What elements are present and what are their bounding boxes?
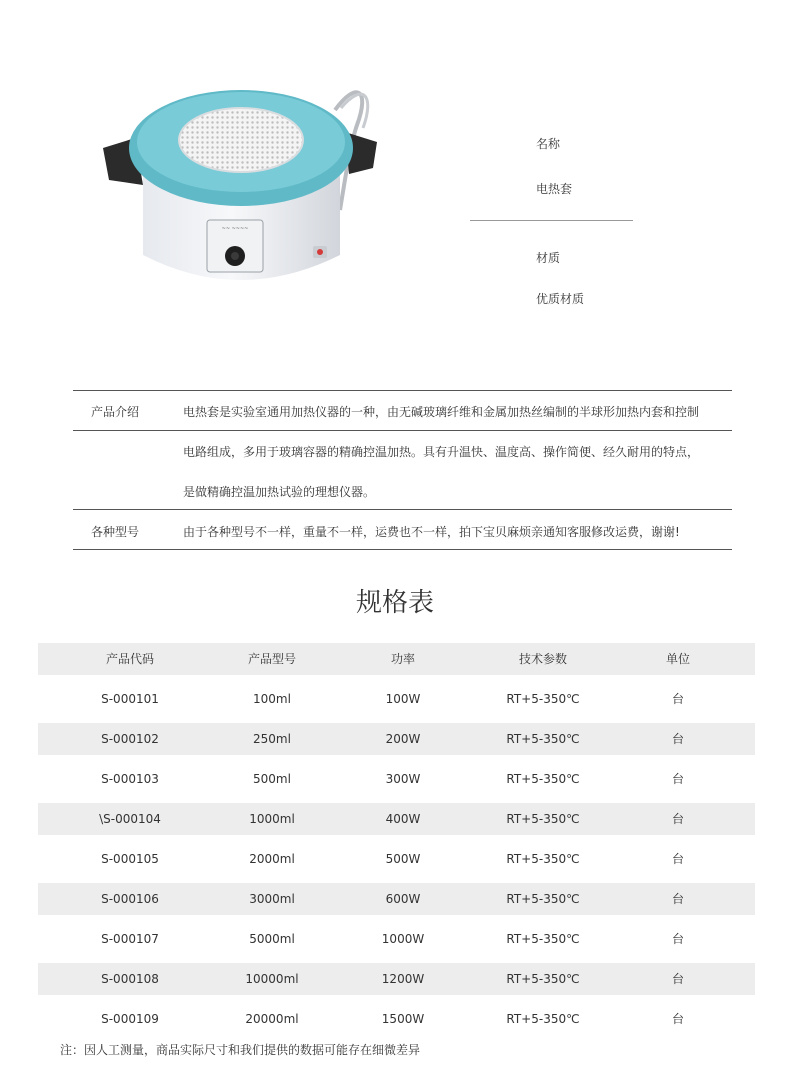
header-code: 产品代码 xyxy=(105,652,154,666)
table-row xyxy=(38,923,755,955)
cell-code: S-000109 xyxy=(101,1012,159,1026)
divider xyxy=(73,549,732,550)
cell-unit: 台 xyxy=(671,932,684,946)
cell-unit: 台 xyxy=(671,892,684,906)
cell-unit: 台 xyxy=(671,972,684,986)
header-unit: 单位 xyxy=(665,652,690,666)
cell-power: 200W xyxy=(385,732,421,746)
cell-params: RT+5-350℃ xyxy=(506,1012,580,1026)
table-row xyxy=(38,963,755,995)
cell-params: RT+5-350℃ xyxy=(506,732,580,746)
cell-unit: 台 xyxy=(671,852,684,866)
cell-unit: 台 xyxy=(671,732,684,746)
cell-params: RT+5-350℃ xyxy=(506,932,580,946)
table-row xyxy=(38,1003,755,1035)
divider xyxy=(73,509,732,510)
cell-model: 10000ml xyxy=(245,972,299,986)
cell-model: 1000ml xyxy=(249,812,295,826)
cell-model: 20000ml xyxy=(245,1012,299,1026)
divider xyxy=(73,390,732,391)
header-power: 功率 xyxy=(390,652,415,666)
cell-code: S-000103 xyxy=(101,772,159,786)
cell-power: 1500W xyxy=(381,1012,425,1026)
spec-title: 规格表 xyxy=(355,588,434,618)
spec-table xyxy=(38,643,755,1043)
cell-params: RT+5-350℃ xyxy=(506,852,580,866)
intro-line-2: 电路组成，多用于玻璃容器的精确控温加热。具有升温快、温度高、操作简便、经久耐用的特点， xyxy=(183,445,700,459)
attr-material-value: 优质材质 xyxy=(536,292,585,306)
cell-unit: 台 xyxy=(671,812,684,826)
table-row xyxy=(38,883,755,915)
cell-params: RT+5-350℃ xyxy=(506,692,580,706)
cell-code: S-000102 xyxy=(101,732,159,746)
cell-code: S-000107 xyxy=(101,932,159,946)
cell-power: 300W xyxy=(385,772,421,786)
cell-unit: 台 xyxy=(671,692,684,706)
models-text: 由于各种型号不一样，重量不一样，运费也不一样，拍下宝贝麻烦亲通知客服修改运费，谢谢! xyxy=(183,525,680,539)
spec-header-row xyxy=(38,643,755,675)
cell-model: 250ml xyxy=(253,732,291,746)
cell-params: RT+5-350℃ xyxy=(506,892,580,906)
table-row xyxy=(38,763,755,795)
heating-mantle-image xyxy=(95,70,385,295)
cell-model: 500ml xyxy=(253,772,291,786)
cell-model: 2000ml xyxy=(249,852,295,866)
cell-params: RT+5-350℃ xyxy=(506,972,580,986)
cell-power: 500W xyxy=(385,852,421,866)
cell-power: 1200W xyxy=(381,972,425,986)
cell-power: 100W xyxy=(385,692,421,706)
models-label: 各种型号 xyxy=(91,525,140,539)
cell-unit: 台 xyxy=(671,772,684,786)
cell-model: 3000ml xyxy=(249,892,295,906)
table-row xyxy=(38,683,755,715)
attr-name-label: 名称 xyxy=(536,137,561,151)
header-model: 产品型号 xyxy=(247,652,296,666)
table-row xyxy=(38,723,755,755)
cell-code: \S-000104 xyxy=(99,812,161,826)
divider xyxy=(73,430,732,431)
attr-divider xyxy=(470,220,633,221)
intro-label: 产品介绍 xyxy=(91,405,140,419)
cell-params: RT+5-350℃ xyxy=(506,772,580,786)
attr-name-value: 电热套 xyxy=(536,182,573,196)
cell-code: S-000106 xyxy=(101,892,159,906)
cell-power: 600W xyxy=(385,892,421,906)
table-row xyxy=(38,843,755,875)
cell-model: 100ml xyxy=(253,692,291,706)
cell-code: S-000108 xyxy=(101,972,159,986)
footnote: 注：因人工测量，商品实际尺寸和我们提供的数据可能存在细微差异 xyxy=(60,1043,421,1057)
header-params: 技术参数 xyxy=(518,652,567,666)
attr-material-label: 材质 xyxy=(536,251,561,265)
svg-text:~~ ~~~~: ~~ ~~~~ xyxy=(221,226,249,232)
cell-power: 1000W xyxy=(381,932,425,946)
cell-params: RT+5-350℃ xyxy=(506,812,580,826)
cell-code: S-000101 xyxy=(101,692,159,706)
table-row xyxy=(38,803,755,835)
intro-line-1: 电热套是实验室通用加热仪器的一种，由无碱玻璃纤维和金属加热丝编制的半球形加热内套和控制 xyxy=(183,405,700,419)
cell-code: S-000105 xyxy=(101,852,159,866)
cell-unit: 台 xyxy=(671,1012,684,1026)
intro-line-3: 是做精确控温加热试验的理想仪器。 xyxy=(183,485,376,499)
cell-power: 400W xyxy=(385,812,421,826)
cell-model: 5000ml xyxy=(249,932,295,946)
